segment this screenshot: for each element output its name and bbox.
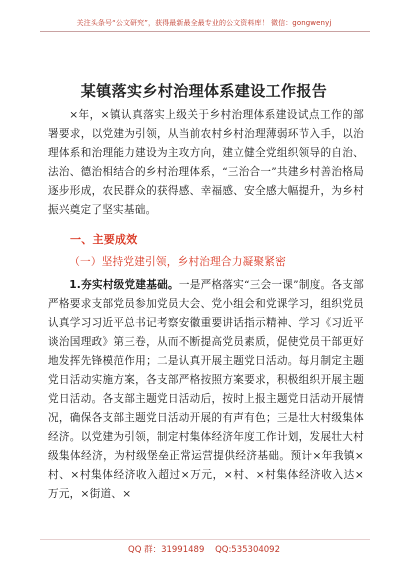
subsection-heading: （一）坚持党建引领，乡村治理合力凝聚紧密 xyxy=(69,256,287,268)
body-paragraph xyxy=(48,276,364,504)
intro-paragraph: ×年，×镇认真落实上级关于乡村治理体系建设试点工作的部署要求，以党建为引领，从当前农村乡村治理薄弱环节入手，以治理体系和治理能力建设为主攻方向，建立健全党组织领导的自治、法治、德治相结合的乡村治理体系，“三治合一”共建乡村善治格局逐步形成，农民群众的获得感、幸福感、安全感大幅提升，为乡村振兴奠定了坚实基础。 xyxy=(48,109,364,216)
footer-divider xyxy=(40,539,370,540)
document-body xyxy=(48,106,364,504)
header-banner-text: 关注头条号“公文研究”，获得最新最全最专业的公文资料库！ 微信：gongwenyj xyxy=(76,19,332,27)
paragraph-lead: 1.夯实村级党建基础。 xyxy=(69,279,179,291)
footer-qq: QQ:535304092 xyxy=(215,545,280,555)
footer xyxy=(0,543,408,555)
section-heading: 一、主要成效 xyxy=(70,233,138,246)
document-title: 某镇落实乡村治理体系建设工作报告 xyxy=(80,82,328,100)
footer-qq-group: QQ 群：31991489 xyxy=(128,545,205,555)
header-divider xyxy=(40,31,370,32)
paragraph-text: 一是严格落实“三会一课”制度。各支部严格要求支部党员参加党员大会、党小组会和党课学习，组织党员认真学习习近平总书记考察安徽重要讲话指示精神、学习《习近平谈治国理政》第三卷，从而不断提高党员素质，促使党员干部更好地发挥先锋模范作用；二是认真开展主题党日活动。每月制定主题党日活动实施方案，各支部严格按照方案要求，积极组织开展主题党日活动。各支部主题党日活动后，按时上报主题党日活动开展情况，确保各支部主题党日活动开展的有声有色；三是壮大村级集体经济。以党建为引领，制定村集体经济年度工作计划，发展壮大村级集体经济，为村级堡垒正常运营提供经济基础。预计×年我镇×村、×村集体经济收入超过×万元，×村、×村集体经济收入达×万元，×街道、× xyxy=(48,279,364,500)
header-banner xyxy=(0,0,408,40)
